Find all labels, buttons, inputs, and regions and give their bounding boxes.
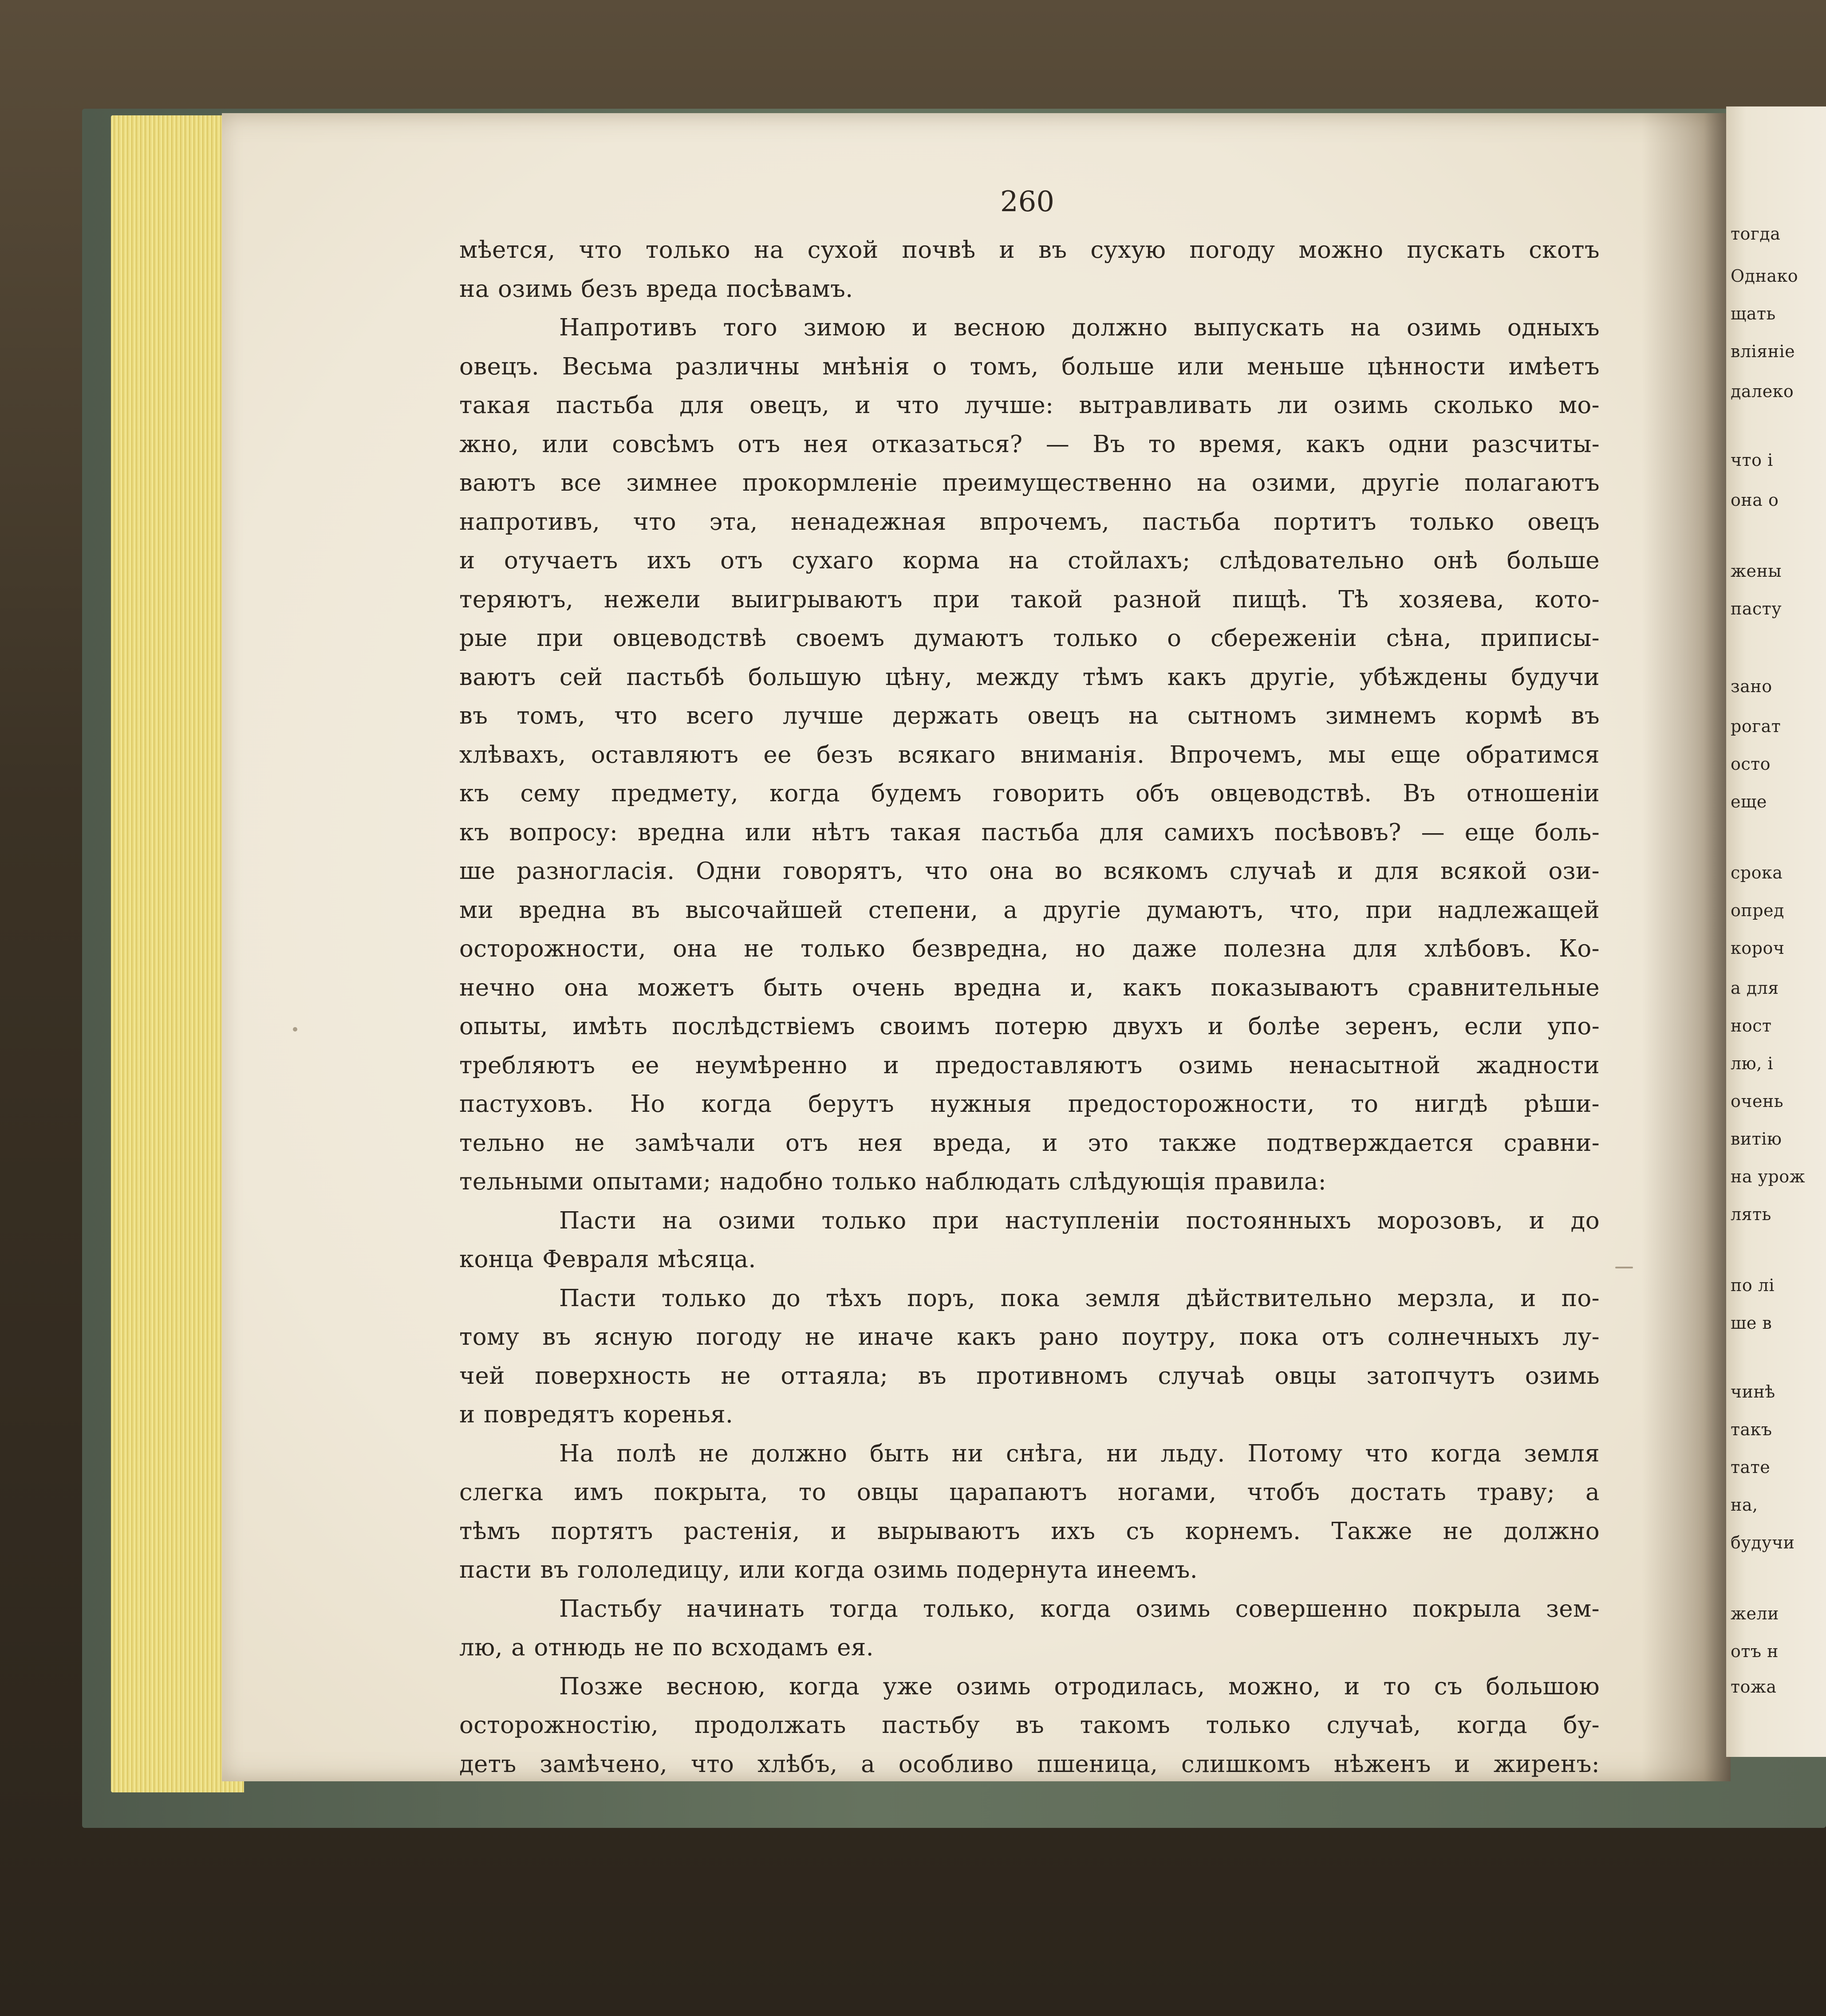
text-line: ваютъ сей пастьбѣ большую цѣну, между тѣмъ какъ другіе, убѣждены будучи	[459, 663, 1600, 691]
facing-page-fragment: ност	[1731, 1016, 1772, 1036]
facing-page-fragment: ше в	[1731, 1313, 1772, 1333]
text-line: теряютъ, нежели выигрываютъ при такой разной пищѣ. Тѣ хозяева, кото-	[459, 586, 1600, 613]
text-line: такая пастьба для овецъ, и что лучше: вытравливать ли озимь сколько мо-	[459, 392, 1600, 419]
facing-page-fragment: жели	[1731, 1604, 1779, 1623]
text-line: детъ замѣчено, что хлѣбъ, а особливо пшеница, слишкомъ нѣженъ и жиренъ:	[459, 1750, 1600, 1778]
text-line: овецъ. Весьма различны мнѣнія о томъ, больше или меньше цѣнности имѣетъ	[459, 353, 1600, 380]
facing-page-fragment: короч	[1731, 938, 1785, 958]
facing-page-fragment: а для	[1731, 978, 1779, 998]
text-line: Пасти на озими только при наступленіи постоянныхъ морозовъ, и до	[559, 1207, 1600, 1234]
facing-page-fragment: что і	[1731, 450, 1773, 470]
text-line: требляютъ ее неумѣренно и предоставляютъ озимь ненасытной жадности	[459, 1051, 1600, 1079]
text-line: напротивъ, что эта, ненадежная впрочемъ, пастьба портитъ только овецъ	[459, 508, 1600, 536]
text-line: пастуховъ. Но когда берутъ нужныя предосторожности, то нигдѣ рѣши-	[459, 1091, 1600, 1118]
facing-page-fragment: будучи	[1731, 1533, 1795, 1552]
facing-page-fragment: лять	[1731, 1205, 1771, 1224]
facing-page	[1726, 106, 1826, 1757]
facing-page-fragment: такъ	[1731, 1420, 1772, 1439]
text-line: рые при овцеводствѣ своемъ думаютъ только о сбереженіи сѣна, приписы-	[459, 625, 1600, 652]
facing-page-fragment: осто	[1731, 754, 1771, 774]
text-line: и отучаетъ ихъ отъ сухаго корма на стойлахъ; слѣдовательно онѣ больше	[459, 547, 1600, 574]
text-line: тому въ ясную погоду не иначе какъ рано поутру, пока отъ солнечныхъ лу-	[459, 1323, 1600, 1351]
text-line: лю, а отнюдь не по всходамъ ея.	[459, 1634, 874, 1661]
facing-page-fragment: чинѣ	[1731, 1382, 1775, 1402]
text-line: въ томъ, что всего лучше держать овецъ на сытномъ зимнемъ кормѣ въ	[459, 702, 1600, 729]
facing-page-fragment: рогат	[1731, 717, 1781, 736]
text-line: тельно не замѣчали отъ нея вреда, и это также подтверждается сравни-	[459, 1129, 1600, 1157]
facing-page-fragment: зано	[1731, 677, 1772, 696]
page-number: 260	[1000, 185, 1055, 218]
text-line: опыты, имѣть послѣдствіемъ своимъ потерю двухъ и болѣе зеренъ, если упо-	[459, 1013, 1600, 1040]
text-line: ми вредна въ высочайшей степени, а другіе думаютъ, что, при надлежащей	[459, 896, 1600, 924]
text-line: Пастьбу начинать тогда только, когда озимь совершенно покрыла зем-	[559, 1595, 1600, 1622]
facing-page-fragment: далеко	[1731, 382, 1794, 401]
paper-mark	[1615, 1267, 1633, 1268]
text-line: пасти въ гололедицу, или когда озимь подернута инеемъ.	[459, 1556, 1198, 1583]
facing-page-fragment: еще	[1731, 792, 1767, 811]
facing-page-fragment: витію	[1731, 1129, 1782, 1149]
facing-page-fragment: тожа	[1731, 1677, 1777, 1697]
facing-page-fragment: тогда	[1731, 224, 1781, 244]
text-line: конца Февраля мѣсяца.	[459, 1246, 756, 1273]
facing-page-fragment: жены	[1731, 561, 1782, 581]
facing-page-fragment: по лі	[1731, 1276, 1775, 1295]
text-line: тельными опытами; надобно только наблюдать слѣдующія правила:	[459, 1168, 1327, 1195]
text-line: къ сему предмету, когда будемъ говорить объ овцеводствѣ. Въ отношеніи	[459, 780, 1600, 807]
text-line: и повредятъ коренья.	[459, 1401, 734, 1428]
facing-page-fragment: она о	[1731, 490, 1779, 510]
facing-page-fragment: вліяніе	[1731, 342, 1795, 361]
facing-page-fragment: отъ н	[1731, 1642, 1779, 1661]
text-line: на озимь безъ вреда посѣвамъ.	[459, 275, 853, 303]
paper-spot	[293, 1027, 297, 1032]
text-line: ше разногласія. Одни говорятъ, что она во всякомъ случаѣ и для всякой ози-	[459, 858, 1600, 885]
text-line: жно, или совсѣмъ отъ нея отказаться? — Въ то время, какъ одни разсчиты-	[459, 430, 1600, 458]
text-line: къ вопросу: вредна или нѣтъ такая пастьба для самихъ посѣвовъ? — еще боль-	[459, 819, 1600, 846]
text-line: Пасти только до тѣхъ поръ, пока земля дѣйствительно мерзла, и по-	[559, 1284, 1600, 1312]
text-line: хлѣвахъ, оставляютъ ее безъ всякаго вниманія. Впрочемъ, мы еще обратимся	[459, 741, 1600, 768]
facing-page-fragment: опред	[1731, 901, 1784, 920]
text-line: слегка имъ покрыта, то овцы царапаютъ ногами, чтобъ достать траву; а	[459, 1479, 1600, 1506]
facing-page-fragment: очень	[1731, 1091, 1784, 1111]
facing-page-fragment: Однако	[1731, 266, 1798, 286]
text-line: Напротивъ того зимою и весною должно выпускать на озимь одныхъ	[559, 314, 1600, 341]
page-text	[459, 231, 1600, 1784]
text-line: осторожностію, продолжать пастьбу въ такомъ только случаѣ, когда бу-	[459, 1712, 1600, 1739]
text-line: мѣется, что только на сухой почвѣ и въ сухую погоду можно пускать скотъ	[459, 236, 1600, 264]
text-line: На полѣ не должно быть ни снѣга, ни льду. Потому что когда земля	[559, 1440, 1600, 1467]
facing-page-fragment: пасту	[1731, 599, 1782, 618]
text-line: тѣмъ портятъ растенія, и вырываютъ ихъ съ корнемъ. Также не должно	[459, 1517, 1600, 1545]
text-line: нечно она можетъ быть очень вредна и, какъ показываютъ сравнительные	[459, 974, 1600, 1001]
facing-page-fragment: щать	[1731, 304, 1776, 323]
text-line: чей поверхность не оттаяла; въ противномъ случаѣ овцы затопчутъ озимь	[459, 1362, 1600, 1390]
facing-page-fragment: лю, і	[1731, 1054, 1774, 1073]
facing-page-fragment: на урож	[1731, 1167, 1806, 1186]
gutter-shadow	[1642, 113, 1731, 1781]
facing-page-fragment: на,	[1731, 1495, 1758, 1515]
text-line: Позже весною, когда уже озимь отродилась, можно, и то съ большою	[559, 1673, 1600, 1700]
facing-page-fragment: срока	[1731, 863, 1783, 882]
text-line: осторожности, она не только безвредна, но даже полезна для хлѣбовъ. Ко-	[459, 935, 1600, 962]
facing-page-fragment: тате	[1731, 1457, 1771, 1477]
text-line: ваютъ все зимнее прокормленіе преимущественно на озими, другіе полагаютъ	[459, 469, 1600, 496]
